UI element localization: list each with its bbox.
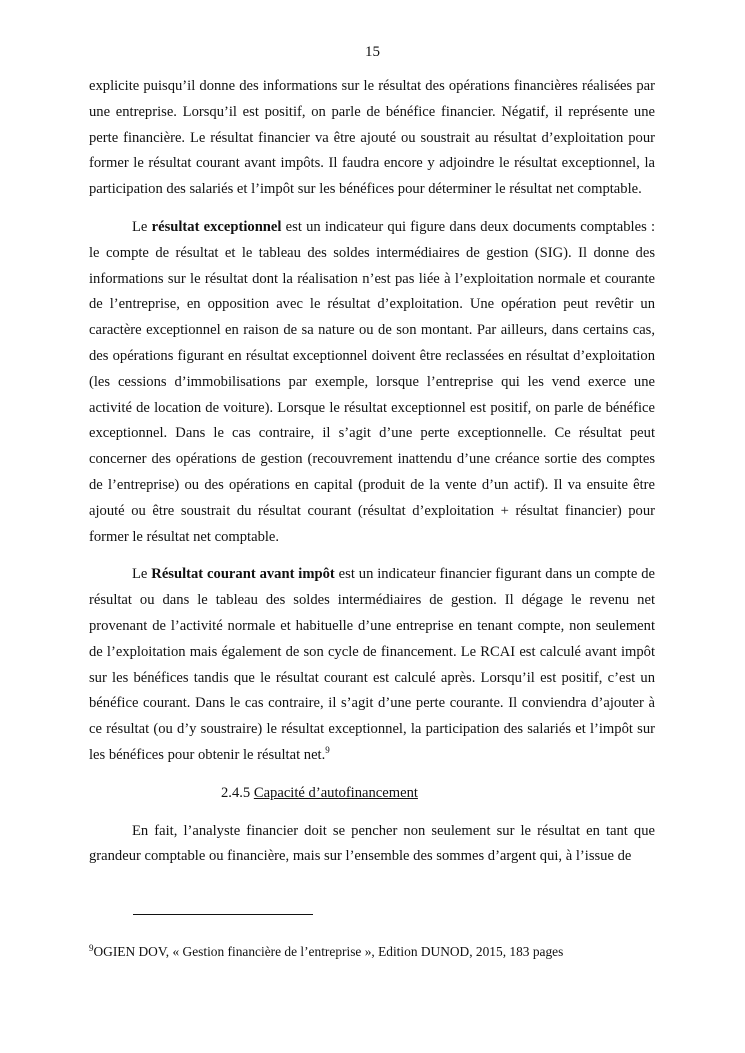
paragraph-autofinancement: En fait, l’analyste financier doit se pencher non seulement sur le résultat en tant que grandeur comptable ou financière, mais sur l’ensemble des sommes d’argent qui, à l’issue de bbox=[89, 822, 655, 865]
paragraph-rcai bbox=[89, 562, 655, 768]
footnote-reference[interactable]: 9 bbox=[325, 744, 330, 755]
section-number: 2.4.5 bbox=[221, 784, 251, 801]
paragraph-financial-result: explicite puisqu’il donne des informations sur le résultat des opérations financières réalisées par une entreprise. Lorsqu’il est positif, on parle de bénéfice financier. Négatif, il représente une perte financière. Le résultat financier va être ajouté ou soustrait au résultat d’exploitation pour former le résultat courant avant impôts. Il faudra encore y adjoindre le résultat exceptionnel, la participation des salariés et l’impôt sur les bénéfices pour déterminer le résultat net comptable. bbox=[89, 78, 655, 198]
footnote-text: OGIEN DOV, « Gestion financière de l’entreprise », Edition DUNOD, 2015, 183 pages bbox=[93, 944, 564, 959]
paragraph-exceptional-result bbox=[89, 215, 655, 550]
footnote-separator bbox=[133, 914, 313, 915]
document-body bbox=[89, 74, 655, 882]
section-title: Capacité d’autofinancement bbox=[253, 784, 418, 801]
term-resultat-courant-avant-impot: Résultat courant avant impôt bbox=[151, 566, 335, 583]
footnote-marker: 9 bbox=[89, 943, 94, 953]
footnote bbox=[89, 943, 689, 961]
paragraph-lead: Le bbox=[132, 566, 152, 583]
term-resultat-exceptionnel: résultat exceptionnel bbox=[151, 218, 282, 235]
paragraph-lead: Le bbox=[132, 218, 152, 235]
page-number: 15 bbox=[365, 44, 380, 60]
section-heading bbox=[221, 781, 655, 807]
paragraph-body: est un indicateur qui figure dans deux documents comptables : le compte de résultat et le tableau des soldes intermédiaires de gestion (SIG). Il donne des informations sur le résultat dont la réalisation n’est pas liée à l’exploitation normale et courante de l’entreprise, en opposition avec le résultat d’exploitation. Une opération peut revêtir un caractère exceptionnel en raison de sa nature ou de son montant. Par ailleurs, dans certains cas, des opérations figurant en résultat exceptionnel doivent être reclassées en résultat d’exploitation (les cessions d’immobilisations par exemple, lorsque l’entreprise qui les vend exerce une activité de location de voiture). Lorsque le résultat exceptionnel est positif, on parle de bénéfice exceptionnel. Dans le cas contraire, il s’agit d’une perte exceptionnelle. Ce résultat peut concerner des opérations de gestion (recouvrement inattendu d’une créance sortie des comptes de l’entreprise) ou des opérations en capital (produit de la vente d’un actif). Il va ensuite être ajouté ou être soustrait du résultat courant (résultat d’exploitation + résultat financier) pour former le résultat net comptable. bbox=[89, 218, 656, 545]
paragraph-body: est un indicateur financier figurant dans un compte de résultat ou dans le tableau des soldes intermédiaires de gestion. Il dégage le revenu net provenant de l’activité normale et habituelle d’une entreprise en tenant compte, non seulement de l’exploitation mais également de son cycle de financement. Le RCAI est calculé avant impôt sur les bénéfices tandis que le résultat courant est calculé après. Lorsqu’il est positif, c’est un bénéfice courant. Dans le cas contraire, il s’agit d’une perte courante. Il conviendra d’ajouter à ce résultat (ou d’y soustraire) le résultat exceptionnel, la participation des salariés et l’impôt sur les bénéfices pour obtenir le résultat net. bbox=[89, 566, 655, 763]
